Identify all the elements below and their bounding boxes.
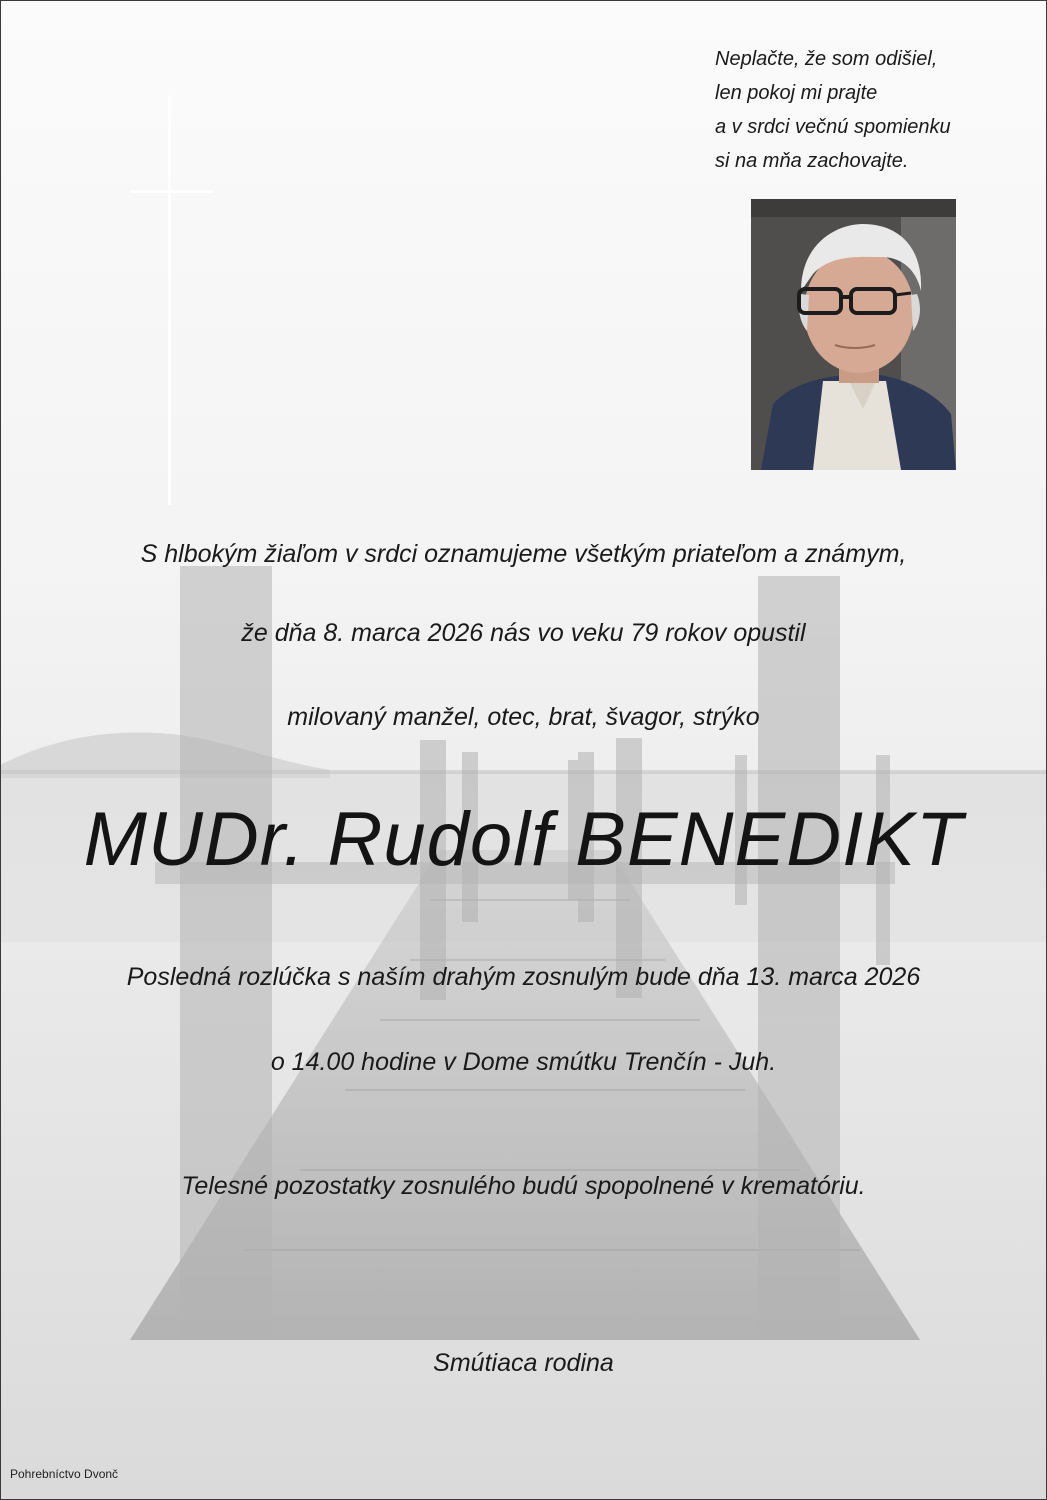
announcement-intro: S hlbokým žiaľom v srdci oznamujeme všetkým priateľom a známym, [140,540,907,568]
funeral-service-credit: Pohrebníctvo Dvonč [10,1467,119,1481]
family-signature: Smútiaca rodina [433,1349,614,1377]
poem-line: len pokoj mi prajte [715,82,878,104]
farewell-time-place: o 14.00 hodine v Dome smútku Trenčín - Juh. [270,1048,777,1076]
memorial-poem [715,42,1015,178]
deceased-portrait-photo [751,199,956,470]
deceased-name: MUDr. Rudolf BENEDIKT [83,797,964,882]
cremation-note: Telesné pozostatky zosnulého budú spopolnené v krematóriu. [181,1172,866,1200]
farewell-date-line: Posledná rozlúčka s naším drahým zosnulým bude dňa 13. marca 2026 [126,963,921,991]
poem-line: Neplačte, že som odišiel, [715,48,938,70]
death-date-line: že dňa 8. marca 2026 nás vo veku 79 rokov opustil [241,619,806,647]
poem-line: a v srdci večnú spomienku [715,116,951,138]
poem-line: si na mňa zachovajte. [715,150,909,172]
relations-line: milovaný manžel, otec, brat, švagor, strýko [287,703,760,731]
